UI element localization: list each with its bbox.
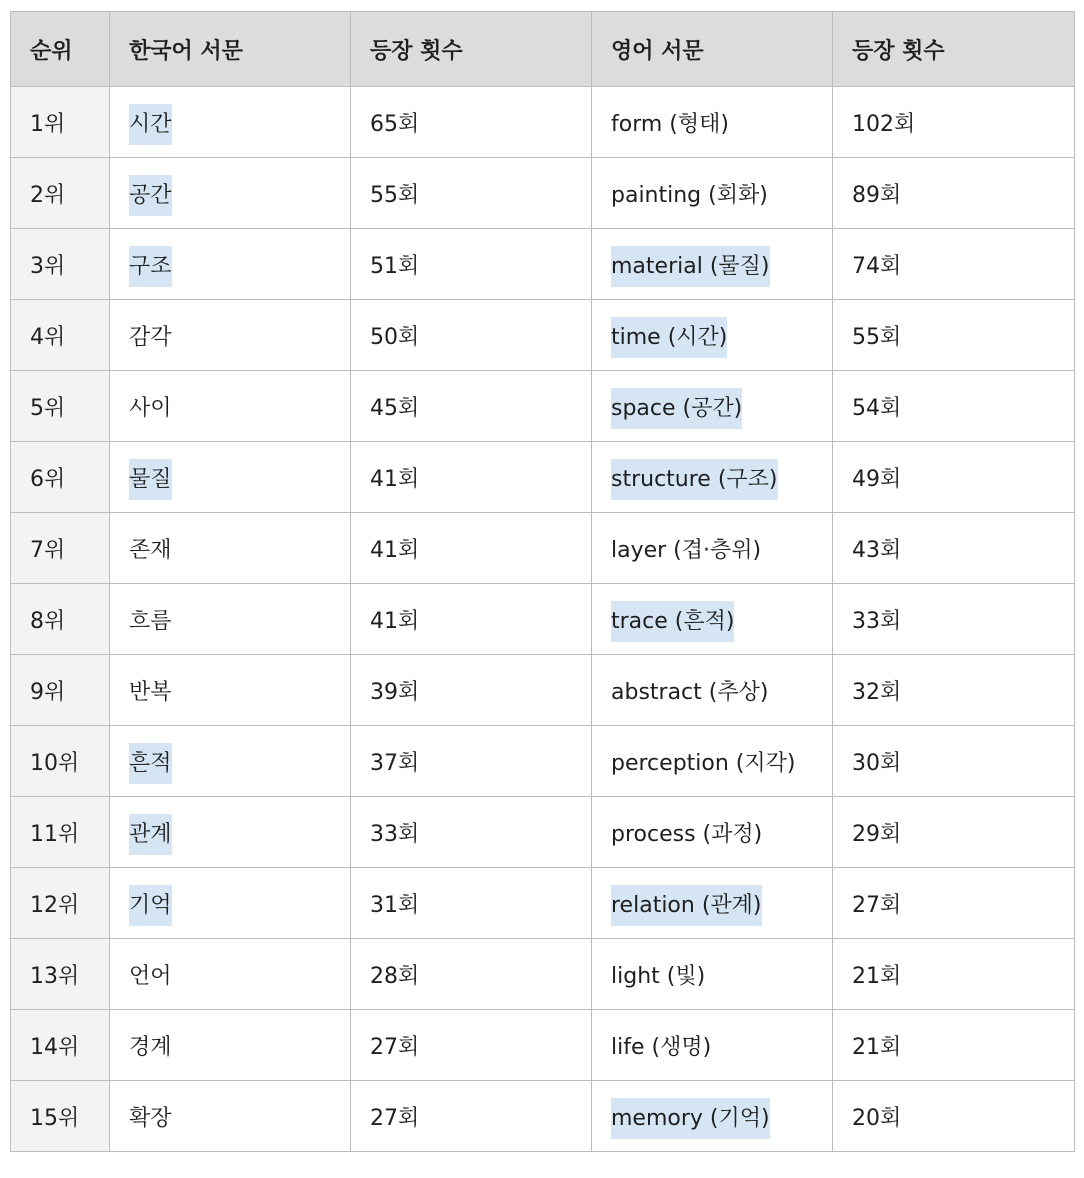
english-keyword-cell [592, 797, 833, 868]
header-rank: 순위 [11, 12, 110, 87]
english-count-cell [833, 513, 1075, 584]
korean-keyword-text: 공간 [129, 175, 172, 216]
english-count-text: 49회 [852, 466, 902, 492]
korean-count-text: 41회 [370, 466, 420, 492]
header-korean-preface: 한국어 서문 [110, 12, 351, 87]
english-keyword-cell [592, 1010, 833, 1081]
rank-cell [11, 726, 110, 797]
english-count-cell [833, 87, 1075, 158]
korean-keyword-text: 흔적 [129, 743, 172, 784]
korean-count-cell [351, 229, 592, 300]
korean-keyword-text: 흐름 [129, 608, 172, 634]
rank-text: 4위 [30, 324, 66, 350]
korean-count-text: 33회 [370, 821, 420, 847]
english-count-cell [833, 939, 1075, 1010]
korean-count-cell [351, 726, 592, 797]
table-wrapper [10, 11, 1075, 1152]
rank-cell [11, 868, 110, 939]
rank-cell [11, 584, 110, 655]
english-keyword-text: process (과정) [611, 821, 763, 847]
korean-count-text: 37회 [370, 750, 420, 776]
korean-count-text: 27회 [370, 1034, 420, 1060]
korean-keyword-text: 확장 [129, 1105, 172, 1131]
english-keyword-cell [592, 442, 833, 513]
table-body [11, 87, 1075, 1152]
korean-count-text: 51회 [370, 253, 420, 279]
korean-keyword-cell [110, 1010, 351, 1081]
korean-keyword-text: 존재 [129, 537, 172, 563]
korean-keyword-cell [110, 655, 351, 726]
korean-keyword-cell [110, 1081, 351, 1152]
header-korean-count: 등장 횟수 [351, 12, 592, 87]
korean-keyword-cell [110, 371, 351, 442]
english-count-cell [833, 868, 1075, 939]
english-keyword-text: material (물질) [611, 246, 770, 287]
korean-count-text: 50회 [370, 324, 420, 350]
english-keyword-text: layer (겹·층위) [611, 537, 762, 563]
korean-keyword-text: 물질 [129, 459, 172, 500]
table-row [11, 229, 1075, 300]
english-count-cell [833, 655, 1075, 726]
rank-text: 5위 [30, 395, 66, 421]
english-keyword-text: light (빛) [611, 963, 706, 989]
english-keyword-text: structure (구조) [611, 459, 778, 500]
rank-text: 8위 [30, 608, 66, 634]
korean-keyword-cell [110, 158, 351, 229]
header-english-preface: 영어 서문 [592, 12, 833, 87]
english-keyword-text: abstract (추상) [611, 679, 769, 705]
header-english-count: 등장 횟수 [833, 12, 1075, 87]
rank-cell [11, 371, 110, 442]
english-count-text: 20회 [852, 1105, 902, 1131]
korean-keyword-cell [110, 87, 351, 158]
korean-keyword-text: 관계 [129, 814, 172, 855]
english-count-text: 54회 [852, 395, 902, 421]
korean-count-cell [351, 300, 592, 371]
rank-cell [11, 797, 110, 868]
korean-keyword-text: 경계 [129, 1034, 172, 1060]
table-row [11, 442, 1075, 513]
korean-keyword-cell [110, 939, 351, 1010]
korean-count-cell [351, 939, 592, 1010]
english-count-text: 32회 [852, 679, 902, 705]
english-keyword-cell [592, 87, 833, 158]
rank-text: 11위 [30, 821, 80, 847]
english-count-cell [833, 726, 1075, 797]
english-count-text: 29회 [852, 821, 902, 847]
korean-count-text: 41회 [370, 608, 420, 634]
english-count-text: 30회 [852, 750, 902, 776]
english-keyword-cell [592, 158, 833, 229]
rank-cell [11, 939, 110, 1010]
korean-keyword-cell [110, 868, 351, 939]
korean-count-cell [351, 371, 592, 442]
rank-text: 9위 [30, 679, 66, 705]
korean-count-text: 45회 [370, 395, 420, 421]
english-keyword-cell [592, 868, 833, 939]
english-count-cell [833, 1010, 1075, 1081]
english-keyword-text: memory (기억) [611, 1098, 770, 1139]
korean-keyword-cell [110, 513, 351, 584]
rank-text: 12위 [30, 892, 80, 918]
english-count-text: 27회 [852, 892, 902, 918]
english-count-cell [833, 371, 1075, 442]
korean-keyword-cell [110, 726, 351, 797]
english-count-cell [833, 300, 1075, 371]
table-row [11, 868, 1075, 939]
korean-keyword-text: 반복 [129, 679, 172, 705]
english-count-cell [833, 797, 1075, 868]
korean-count-cell [351, 513, 592, 584]
korean-count-text: 55회 [370, 182, 420, 208]
table-row [11, 939, 1075, 1010]
english-keyword-cell [592, 371, 833, 442]
table-row [11, 513, 1075, 584]
korean-count-cell [351, 1010, 592, 1081]
korean-count-cell [351, 158, 592, 229]
english-keyword-cell [592, 1081, 833, 1152]
table-row [11, 1081, 1075, 1152]
english-count-text: 33회 [852, 608, 902, 634]
table-row [11, 158, 1075, 229]
table-row [11, 797, 1075, 868]
korean-keyword-text: 사이 [129, 395, 172, 421]
korean-keyword-cell [110, 797, 351, 868]
korean-keyword-text: 감각 [129, 324, 172, 350]
english-keyword-text: relation (관계) [611, 885, 762, 926]
table-row [11, 655, 1075, 726]
rank-text: 1위 [30, 111, 66, 137]
korean-keyword-cell [110, 442, 351, 513]
english-count-cell [833, 1081, 1075, 1152]
korean-keyword-cell [110, 229, 351, 300]
english-keyword-text: trace (흔적) [611, 601, 734, 642]
korean-count-cell [351, 584, 592, 655]
korean-keyword-text: 기억 [129, 885, 172, 926]
korean-count-text: 39회 [370, 679, 420, 705]
english-keyword-text: life (생명) [611, 1034, 712, 1060]
english-count-text: 74회 [852, 253, 902, 279]
rank-cell [11, 513, 110, 584]
english-keyword-text: time (시간) [611, 317, 727, 358]
english-count-cell [833, 442, 1075, 513]
table-row [11, 300, 1075, 371]
table-header [11, 12, 1075, 87]
english-keyword-cell [592, 726, 833, 797]
korean-keyword-cell [110, 584, 351, 655]
rank-cell [11, 1081, 110, 1152]
english-keyword-cell [592, 939, 833, 1010]
rank-text: 2위 [30, 182, 66, 208]
english-count-text: 43회 [852, 537, 902, 563]
english-keyword-text: space (공간) [611, 388, 742, 429]
rank-cell [11, 229, 110, 300]
korean-keyword-cell [110, 300, 351, 371]
rank-cell [11, 158, 110, 229]
keyword-frequency-table [10, 11, 1075, 1152]
rank-cell [11, 300, 110, 371]
korean-keyword-text: 시간 [129, 104, 172, 145]
korean-count-cell [351, 1081, 592, 1152]
english-count-text: 21회 [852, 1034, 902, 1060]
table-row [11, 87, 1075, 158]
english-count-text: 55회 [852, 324, 902, 350]
rank-text: 10위 [30, 750, 80, 776]
korean-count-text: 28회 [370, 963, 420, 989]
english-count-text: 89회 [852, 182, 902, 208]
english-keyword-cell [592, 584, 833, 655]
korean-keyword-text: 구조 [129, 246, 172, 287]
korean-keyword-text: 언어 [129, 963, 172, 989]
rank-text: 7위 [30, 537, 66, 563]
english-count-cell [833, 158, 1075, 229]
rank-text: 15위 [30, 1105, 80, 1131]
english-count-text: 102회 [852, 111, 916, 137]
english-keyword-text: form (형태) [611, 111, 729, 137]
korean-count-cell [351, 655, 592, 726]
korean-count-text: 27회 [370, 1105, 420, 1131]
korean-count-cell [351, 797, 592, 868]
rank-text: 13위 [30, 963, 80, 989]
english-keyword-text: painting (회화) [611, 182, 768, 208]
english-count-cell [833, 584, 1075, 655]
rank-cell [11, 87, 110, 158]
rank-text: 3위 [30, 253, 66, 279]
english-keyword-cell [592, 513, 833, 584]
korean-count-text: 31회 [370, 892, 420, 918]
rank-text: 14위 [30, 1034, 80, 1060]
korean-count-cell [351, 868, 592, 939]
table-row [11, 726, 1075, 797]
english-count-text: 21회 [852, 963, 902, 989]
english-keyword-cell [592, 300, 833, 371]
rank-cell [11, 442, 110, 513]
english-keyword-cell [592, 655, 833, 726]
korean-count-cell [351, 87, 592, 158]
korean-count-text: 65회 [370, 111, 420, 137]
korean-count-cell [351, 442, 592, 513]
table-row [11, 371, 1075, 442]
english-keyword-text: perception (지각) [611, 750, 796, 776]
korean-count-text: 41회 [370, 537, 420, 563]
header-row [11, 12, 1075, 87]
rank-text: 6위 [30, 466, 66, 492]
table-row [11, 584, 1075, 655]
rank-cell [11, 655, 110, 726]
table-row [11, 1010, 1075, 1081]
rank-cell [11, 1010, 110, 1081]
english-count-cell [833, 229, 1075, 300]
english-keyword-cell [592, 229, 833, 300]
